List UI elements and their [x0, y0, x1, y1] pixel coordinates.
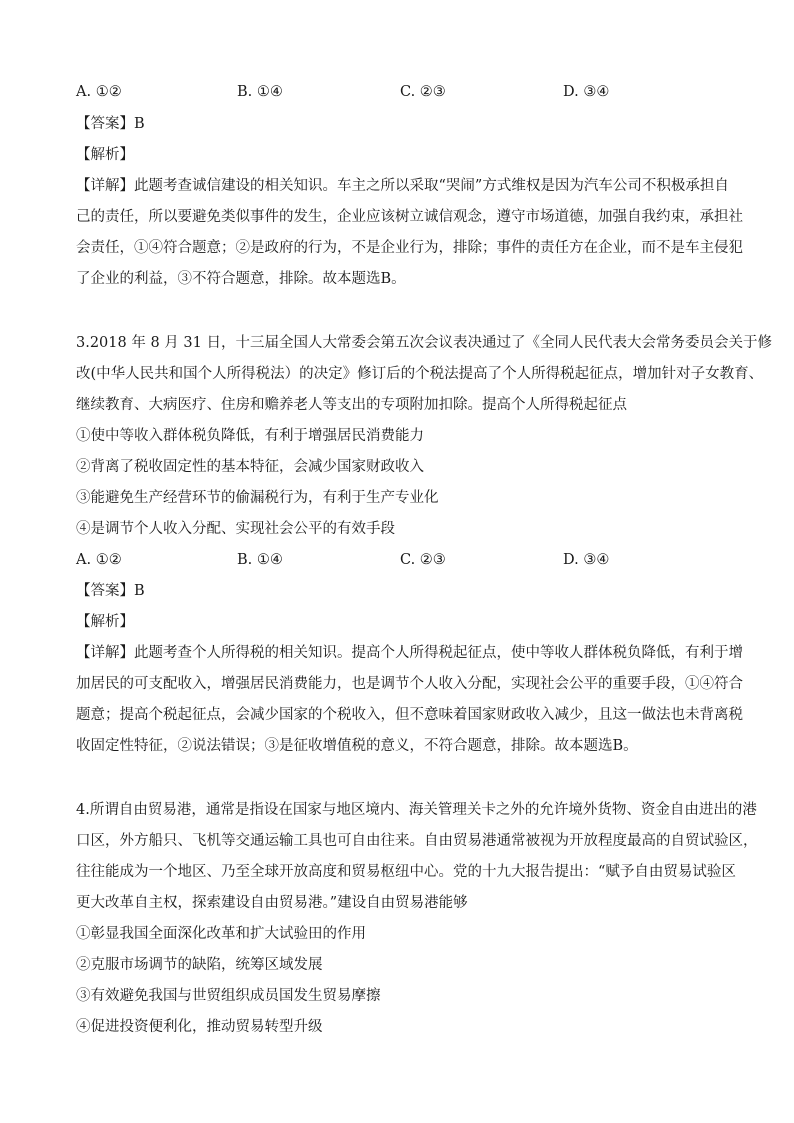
- q3-item-1: ①使中等收入群体税负降低，有利于增强居民消费能力: [76, 428, 424, 444]
- q4-item-2: ②克服市场调节的缺陷，统筹区域发展: [76, 957, 323, 973]
- q2-option-d: D. ③④: [563, 84, 610, 100]
- q3-item-3: ③能避免生产经营环节的偷漏税行为，有利于生产专业化: [76, 490, 439, 506]
- q3-stem-line: 继续教育、大病医疗、住房和赡养老人等支出的专项附加扣除。提高个人所得税起征点: [76, 397, 627, 413]
- q2-detail-line: 会责任，①④符合题意；②是政府的行为，不是企业行为，排除；事件的责任方在企业，而不是车主侵犯: [76, 240, 743, 256]
- q3-item-4: ④是调节个人收入分配、实现社会公平的有效手段: [76, 521, 395, 537]
- q3-stem-line: 改(中华人民共和国个人所得税法）的决定》修订后的个税法提高了个人所得税起征点，增加针对子女教育、: [76, 366, 764, 382]
- q3-detail-line: 加居民的可支配收入，增强居民消费能力，也是调节个人收入分配，实现社会公平的重要手段，①④符合: [76, 676, 743, 692]
- q2-detail-line: 己的责任，所以要避免类似事件的发生，企业应该树立诚信观念，遵守市场道德，加强自我约束，承担社: [76, 209, 743, 225]
- q2-detail-line: 【详解】此题考查诚信建设的相关知识。车主之所以采取“哭闹”方式维权是因为汽车公司不积极承担自: [76, 178, 729, 194]
- q2-answer: 【答案】B: [76, 116, 145, 132]
- q3-answer: 【答案】B: [76, 583, 145, 599]
- q3-option-c: C. ②③: [400, 552, 446, 568]
- q2-detail-line: 了企业的利益，③不符合题意，排除。故本题选B。: [76, 271, 406, 287]
- q4-stem-line: 更大改革自主权，探索建设自由贸易港。”建设自由贸易港能够: [76, 895, 468, 911]
- q3-analysis-label: 【解析】: [76, 614, 134, 630]
- q2-option-b: B. ①④: [237, 84, 283, 100]
- q4-item-1: ①彰显我国全面深化改革和扩大试验田的作用: [76, 926, 366, 942]
- q3-detail-line: 题意；提高个税起征点，会减少国家的个税收入，但不意味着国家财政收入减少，且这一做法也未背离税: [76, 707, 743, 723]
- q4-stem-line: 口区，外方船只、飞机等交通运输工具也可自由往来。自由贸易港通常被视为开放程度最高的自贸试验区，: [76, 833, 758, 849]
- q4-stem-line: 往往能成为一个地区、乃至全球开放高度和贸易枢纽中心。党的十九大报告提出：“赋予自由贸易试验区: [76, 864, 736, 880]
- q3-stem-line: 3.2018 年 8 月 31 日，十三届全国人大常委会第五次会议表决通过了《全同人民代表大会常务委员会关于修: [76, 335, 772, 351]
- q3-detail-line: 【详解】此题考查个人所得税的相关知识。提高个人所得税起征点，使中等收人群体税负降低，有利于增: [76, 645, 743, 661]
- q3-item-2: ②背离了税收固定性的基本特征，会减少国家财政收入: [76, 459, 424, 475]
- q4-item-3: ③有效避免我国与世贸组织成员国发生贸易摩擦: [76, 988, 381, 1004]
- q2-analysis-label: 【解析】: [76, 147, 134, 163]
- q3-option-d: D. ③④: [563, 552, 610, 568]
- q4-stem-line: 4.所谓自由贸易港，通常是指设在国家与地区境内、海关管理关卡之外的允许境外货物、资金自由进出的港: [76, 802, 757, 818]
- q3-option-a: A. ①②: [76, 552, 122, 568]
- q3-detail-line: 收固定性特征，②说法错误；③是征收增值税的意义，不符合题意，排除。故本题选B。: [76, 738, 638, 754]
- q2-option-c: C. ②③: [400, 84, 446, 100]
- q2-option-a: A. ①②: [76, 84, 122, 100]
- q4-item-4: ④促进投资便利化，推动贸易转型升级: [76, 1019, 323, 1035]
- q3-option-b: B. ①④: [237, 552, 283, 568]
